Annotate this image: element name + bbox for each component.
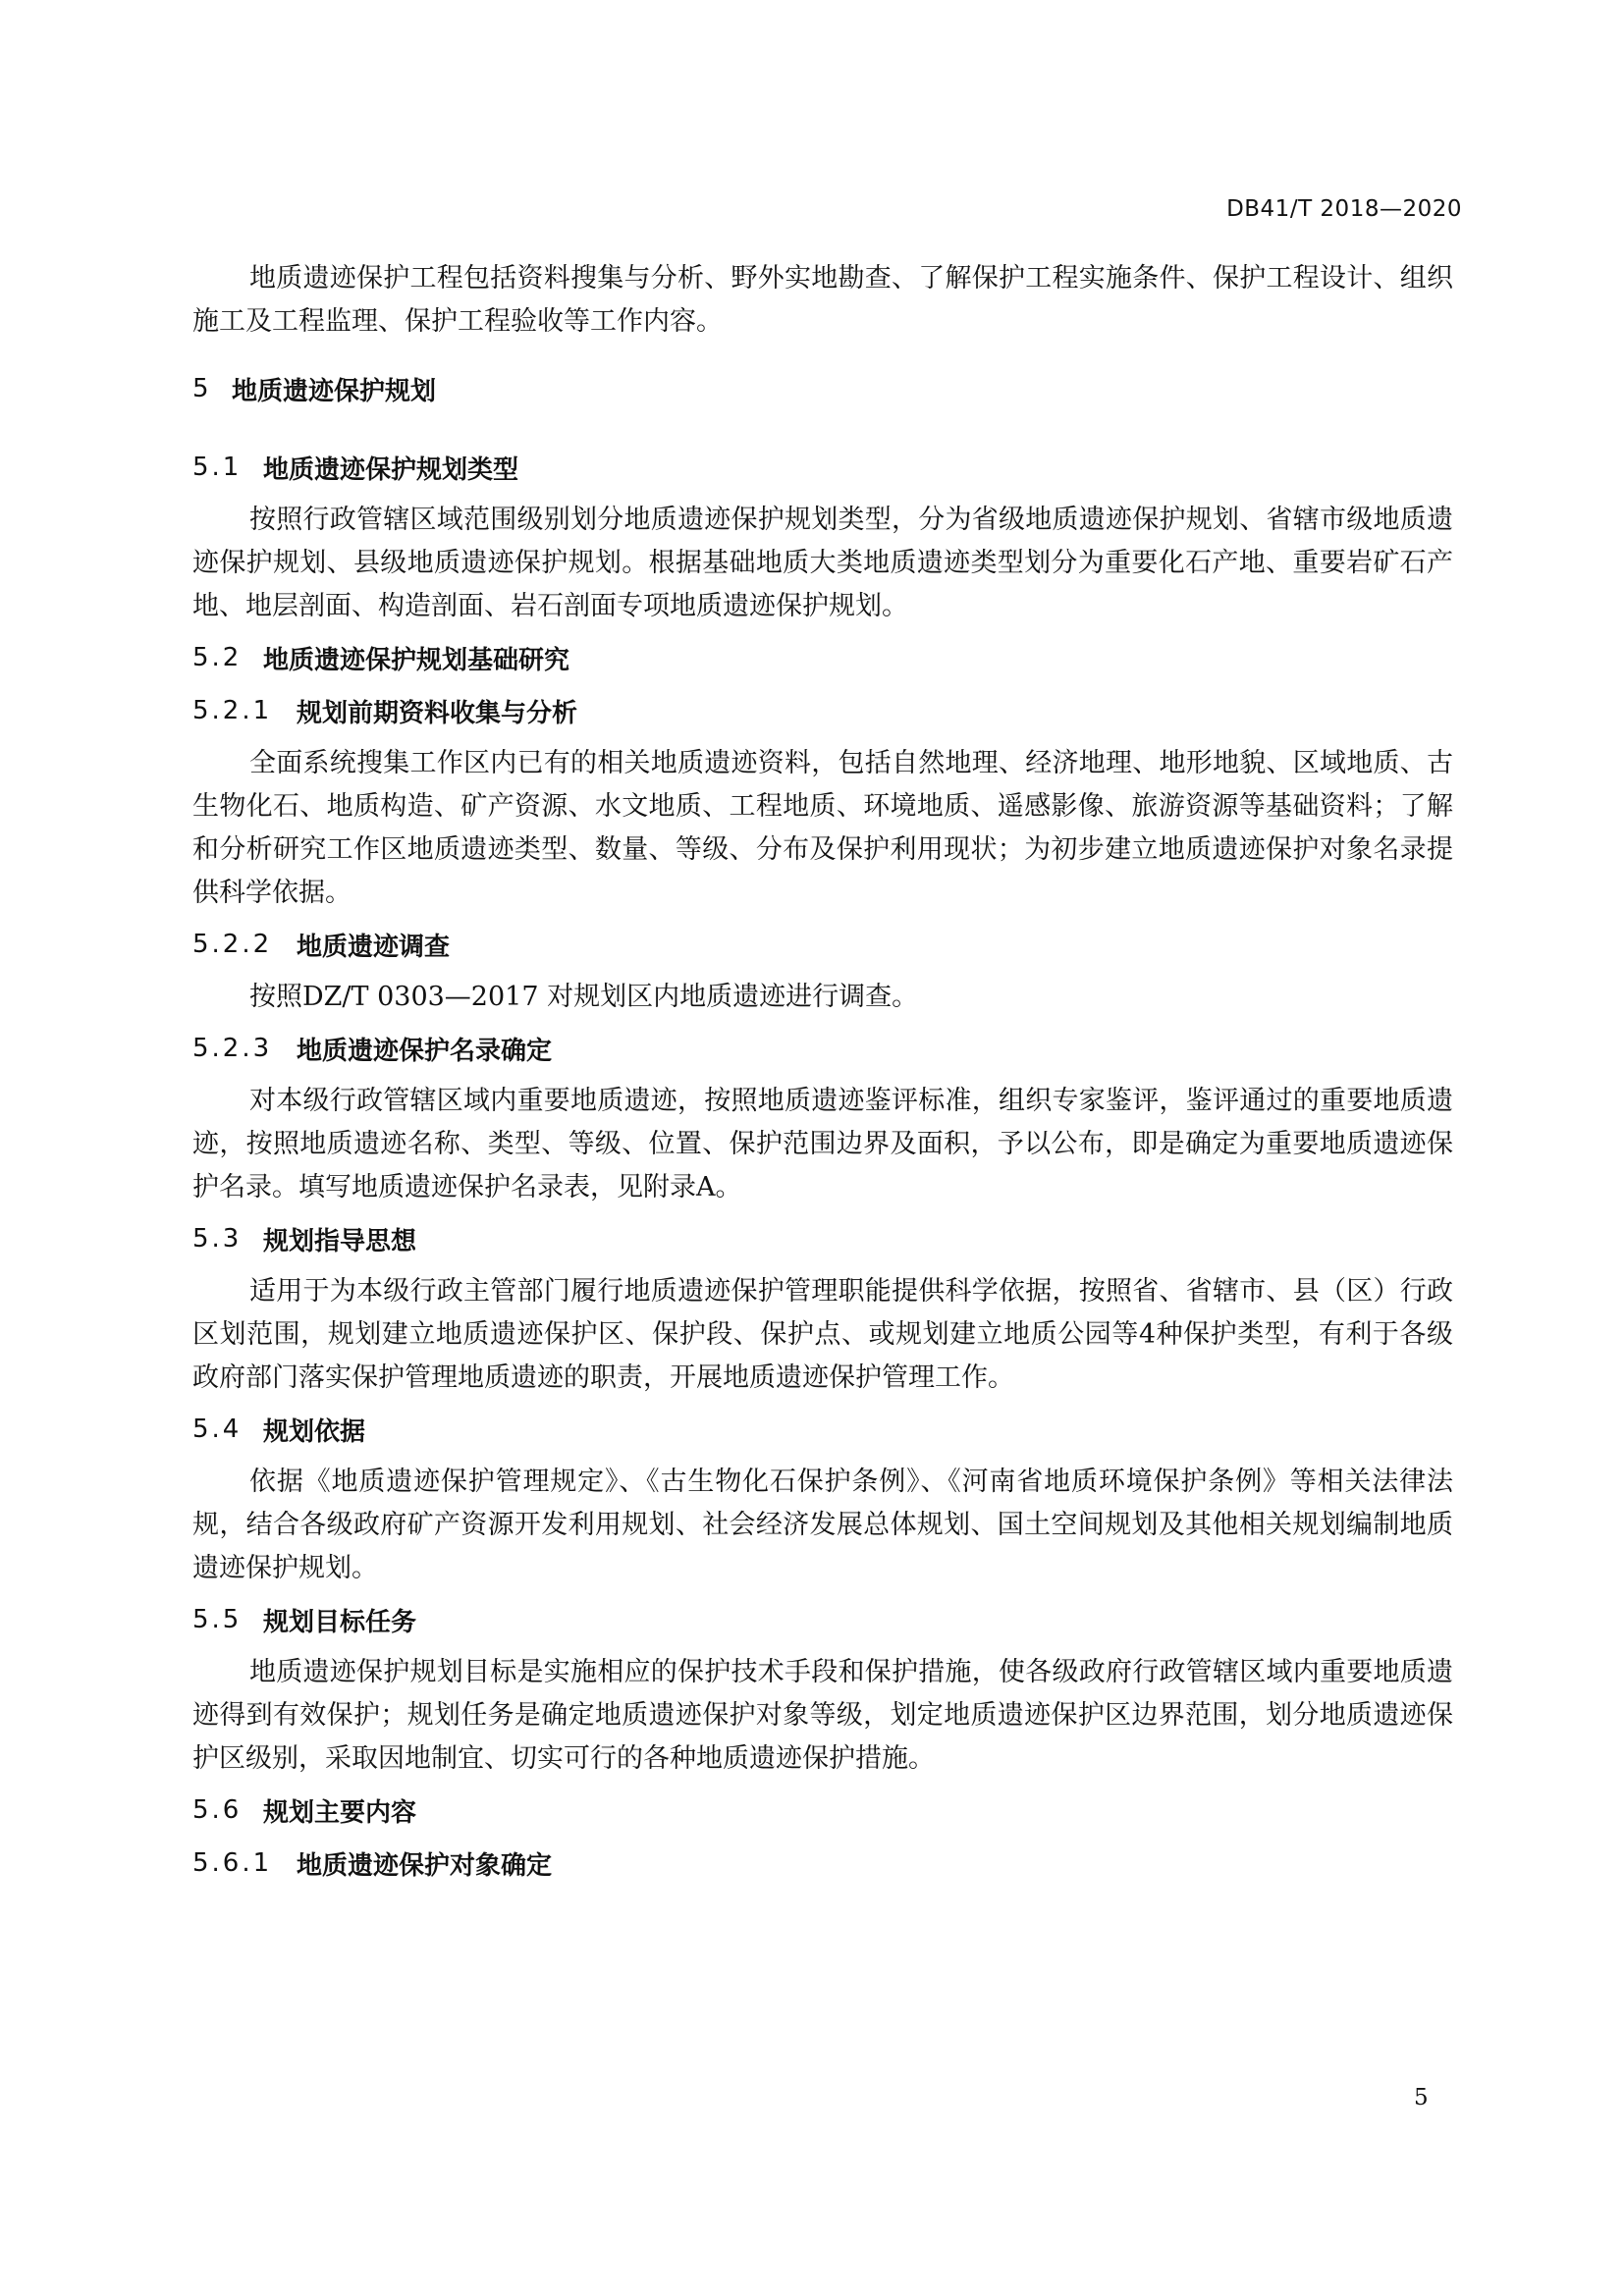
section-number: 5.5 — [192, 1605, 243, 1634]
section-title: 地质遗迹保护规划 — [232, 376, 437, 406]
section-title: 规划主要内容 — [263, 1797, 417, 1828]
section-number: 5.2 — [192, 643, 243, 672]
section-title: 规划指导思想 — [263, 1226, 417, 1256]
section-5-1-body: 按照行政管辖区域范围级别划分地质遗迹保护规划类型，分为省级地质遗迹保护规划、省辖市级地质遗迹保护规划、县级地质遗迹保护规划。根据基础地质大类地质遗迹类型划分为重要化石产地、重要岩矿石产地、地层剖面、构造剖面、岩石剖面专项地质遗迹保护规划。 — [192, 505, 1453, 621]
section-5-6-heading — [192, 1790, 1453, 1830]
section-5-1-heading — [192, 448, 1453, 487]
section-5-2-1-heading — [192, 691, 1453, 730]
page-number: 5 — [1414, 2085, 1429, 2110]
section-title: 地质遗迹保护对象确定 — [297, 1850, 553, 1881]
section-5-heading — [192, 369, 1453, 408]
section-title: 规划依据 — [263, 1416, 366, 1447]
page-content — [192, 257, 1453, 1883]
section-title: 地质遗迹保护名录确定 — [297, 1036, 553, 1066]
section-number: 5.6.1 — [192, 1848, 273, 1878]
section-5-2-heading — [192, 638, 1453, 677]
section-5-4-body: 依据《地质遗迹保护管理规定》、《古生物化石保护条例》、《河南省地质环境保护条例》等相关法律法规，结合各级政府矿产资源开发利用规划、社会经济发展总体规划、国土空间规划及其他相关规划编制地质遗迹保护规划。 — [192, 1467, 1453, 1583]
section-5-3-heading — [192, 1219, 1453, 1258]
section-title: 地质遗迹保护规划基础研究 — [263, 645, 570, 675]
section-title: 地质遗迹调查 — [297, 932, 451, 962]
section-5-2-2-heading — [192, 925, 1453, 964]
section-title: 规划目标任务 — [263, 1607, 417, 1637]
section-number: 5 — [192, 374, 212, 403]
section-number: 5.2.2 — [192, 930, 273, 959]
section-number: 5.3 — [192, 1224, 243, 1254]
section-title: 地质遗迹保护规划类型 — [263, 454, 519, 485]
section-number: 5.2.1 — [192, 696, 273, 725]
section-5-2-1-body: 全面系统搜集工作区内已有的相关地质遗迹资料，包括自然地理、经济地理、地形地貌、区域地质、古生物化石、地质构造、矿产资源、水文地质、工程地质、环境地质、遥感影像、旅游资源等基础资料；了解和分析研究工作区地质遗迹类型、数量、等级、分布及保护利用现状；为初步建立地质遗迹保护对象名录提供科学依据。 — [192, 748, 1453, 908]
intro-paragraph: 地质遗迹保护工程包括资料搜集与分析、野外实地勘查、了解保护工程实施条件、保护工程设计、组织施工及工程监理、保护工程验收等工作内容。 — [192, 263, 1453, 337]
section-5-2-3-heading — [192, 1029, 1453, 1068]
section-5-5-body: 地质遗迹保护规划目标是实施相应的保护技术手段和保护措施，使各级政府行政管辖区域内重要地质遗迹得到有效保护；规划任务是确定地质遗迹保护对象等级，划定地质遗迹保护区边界范围，划分地质遗迹保护区级别，采取因地制宜、切实可行的各种地质遗迹保护措施。 — [192, 1657, 1453, 1774]
section-5-4-heading — [192, 1410, 1453, 1449]
section-5-2-3-body: 对本级行政管辖区域内重要地质遗迹，按照地质遗迹鉴评标准，组织专家鉴评，鉴评通过的重要地质遗迹，按照地质遗迹名称、类型、等级、位置、保护范围边界及面积，予以公布，即是确定为重要地质遗迹保护名录。填写地质遗迹保护名录表，见附录A。 — [192, 1086, 1453, 1202]
section-5-2-2-body: 按照DZ/T 0303—2017 对规划区内地质遗迹进行调查。 — [249, 982, 919, 1012]
section-5-5-heading — [192, 1600, 1453, 1639]
section-number: 5.4 — [192, 1415, 243, 1444]
section-5-6-1-heading — [192, 1843, 1453, 1883]
section-number: 5.2.3 — [192, 1034, 273, 1063]
section-5-3-body: 适用于为本级行政主管部门履行地质遗迹保护管理职能提供科学依据，按照省、省辖市、县（区）行政区划范围，规划建立地质遗迹保护区、保护段、保护点、或规划建立地质公园等4种保护类型，有利于各级政府部门落实保护管理地质遗迹的职责，开展地质遗迹保护管理工作。 — [192, 1276, 1453, 1393]
section-number: 5.6 — [192, 1795, 243, 1825]
section-title: 规划前期资料收集与分析 — [297, 698, 578, 728]
section-number: 5.1 — [192, 453, 243, 482]
standard-code: DB41/T 2018—2020 — [1226, 196, 1462, 222]
